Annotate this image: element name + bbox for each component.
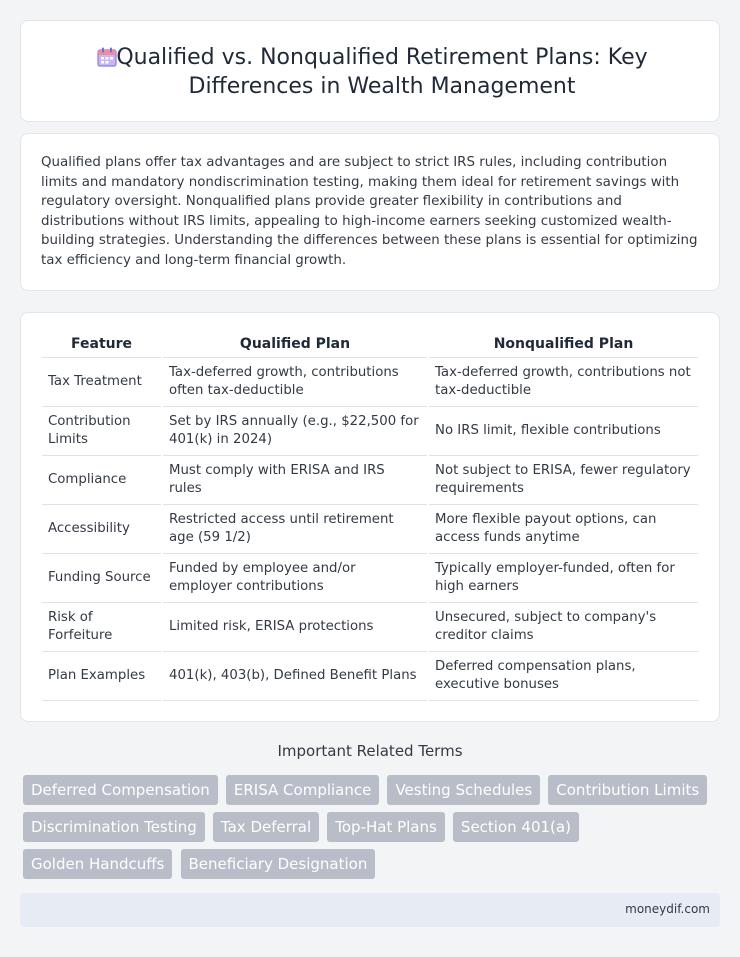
- row-nonqualified: Typically employer-funded, often for high earners: [428, 553, 698, 602]
- row-qualified: Restricted access until retirement age (59 1/2): [162, 504, 428, 553]
- tag-golden-handcuffs[interactable]: Golden Handcuffs: [23, 849, 172, 879]
- related-terms-heading: Important Related Terms: [277, 742, 463, 760]
- row-feature: Tax Treatment: [42, 357, 162, 406]
- header-qualified: Qualified Plan: [162, 332, 428, 357]
- tag-tax-deferral[interactable]: Tax Deferral: [213, 812, 319, 842]
- related-terms-list: [23, 775, 723, 886]
- footer-site-link[interactable]: moneydif.com: [625, 902, 710, 916]
- table-header-row: [42, 332, 698, 357]
- row-feature: Compliance: [42, 455, 162, 504]
- row-qualified: 401(k), 403(b), Defined Benefit Plans: [162, 651, 428, 700]
- row-qualified: Must comply with ERISA and IRS rules: [162, 455, 428, 504]
- row-nonqualified: No IRS limit, flexible contributions: [428, 406, 698, 455]
- row-qualified: Funded by employee and/or employer contributions: [162, 553, 428, 602]
- title-card: [20, 20, 720, 122]
- row-feature: Accessibility: [42, 504, 162, 553]
- row-feature: Contribution Limits: [42, 406, 162, 455]
- comparison-table: [42, 332, 698, 701]
- table-row: [42, 602, 698, 651]
- table-row: [42, 357, 698, 406]
- tag-deferred-compensation[interactable]: Deferred Compensation: [23, 775, 218, 805]
- row-feature: Risk of Forfeiture: [42, 602, 162, 651]
- row-nonqualified: More flexible payout options, can access funds anytime: [428, 504, 698, 553]
- header-nonqualified: Nonqualified Plan: [428, 332, 698, 357]
- row-nonqualified: Not subject to ERISA, fewer regulatory requirements: [428, 455, 698, 504]
- row-feature: Plan Examples: [42, 651, 162, 700]
- tag-erisa-compliance[interactable]: ERISA Compliance: [226, 775, 379, 805]
- table-row: [42, 553, 698, 602]
- tag-discrimination-testing[interactable]: Discrimination Testing: [23, 812, 205, 842]
- table-row: [42, 406, 698, 455]
- row-qualified: Limited risk, ERISA protections: [162, 602, 428, 651]
- page-title: Qualified vs. Nonqualified Retirement Plans: Key Differences in Wealth Management: [116, 45, 648, 99]
- tag-section-401a[interactable]: Section 401(a): [453, 812, 579, 842]
- table-row: [42, 504, 698, 553]
- tag-vesting-schedules[interactable]: Vesting Schedules: [387, 775, 540, 805]
- tag-contribution-limits[interactable]: Contribution Limits: [548, 775, 707, 805]
- row-nonqualified: Tax-deferred growth, contributions not tax-deductible: [428, 357, 698, 406]
- tag-top-hat-plans[interactable]: Top-Hat Plans: [327, 812, 445, 842]
- table-row: [42, 651, 698, 700]
- row-nonqualified: Deferred compensation plans, executive bonuses: [428, 651, 698, 700]
- intro-card: [20, 133, 720, 291]
- header-feature: Feature: [42, 332, 162, 357]
- row-qualified: Tax-deferred growth, contributions often tax-deductible: [162, 357, 428, 406]
- comparison-card: [20, 312, 720, 722]
- footer: [20, 893, 720, 927]
- intro-paragraph: Qualified plans offer tax advantages and are subject to strict IRS rules, including contribution limits and mandatory nondiscrimination testing, making them ideal for retirement savings with regulatory oversight. Nonqualified plans provide greater flexibility in contributions and distributions without IRS limits, appealing to high-income earners seeking customized wealth-building strategies. Understanding the differences between these plans is essential for optimizing tax efficiency and long-term financial growth.: [41, 155, 698, 268]
- tag-beneficiary-designation[interactable]: Beneficiary Designation: [181, 849, 376, 879]
- row-qualified: Set by IRS annually (e.g., $22,500 for 401(k) in 2024): [162, 406, 428, 455]
- row-feature: Funding Source: [42, 553, 162, 602]
- table-row: [42, 455, 698, 504]
- row-nonqualified: Unsecured, subject to company's creditor claims: [428, 602, 698, 651]
